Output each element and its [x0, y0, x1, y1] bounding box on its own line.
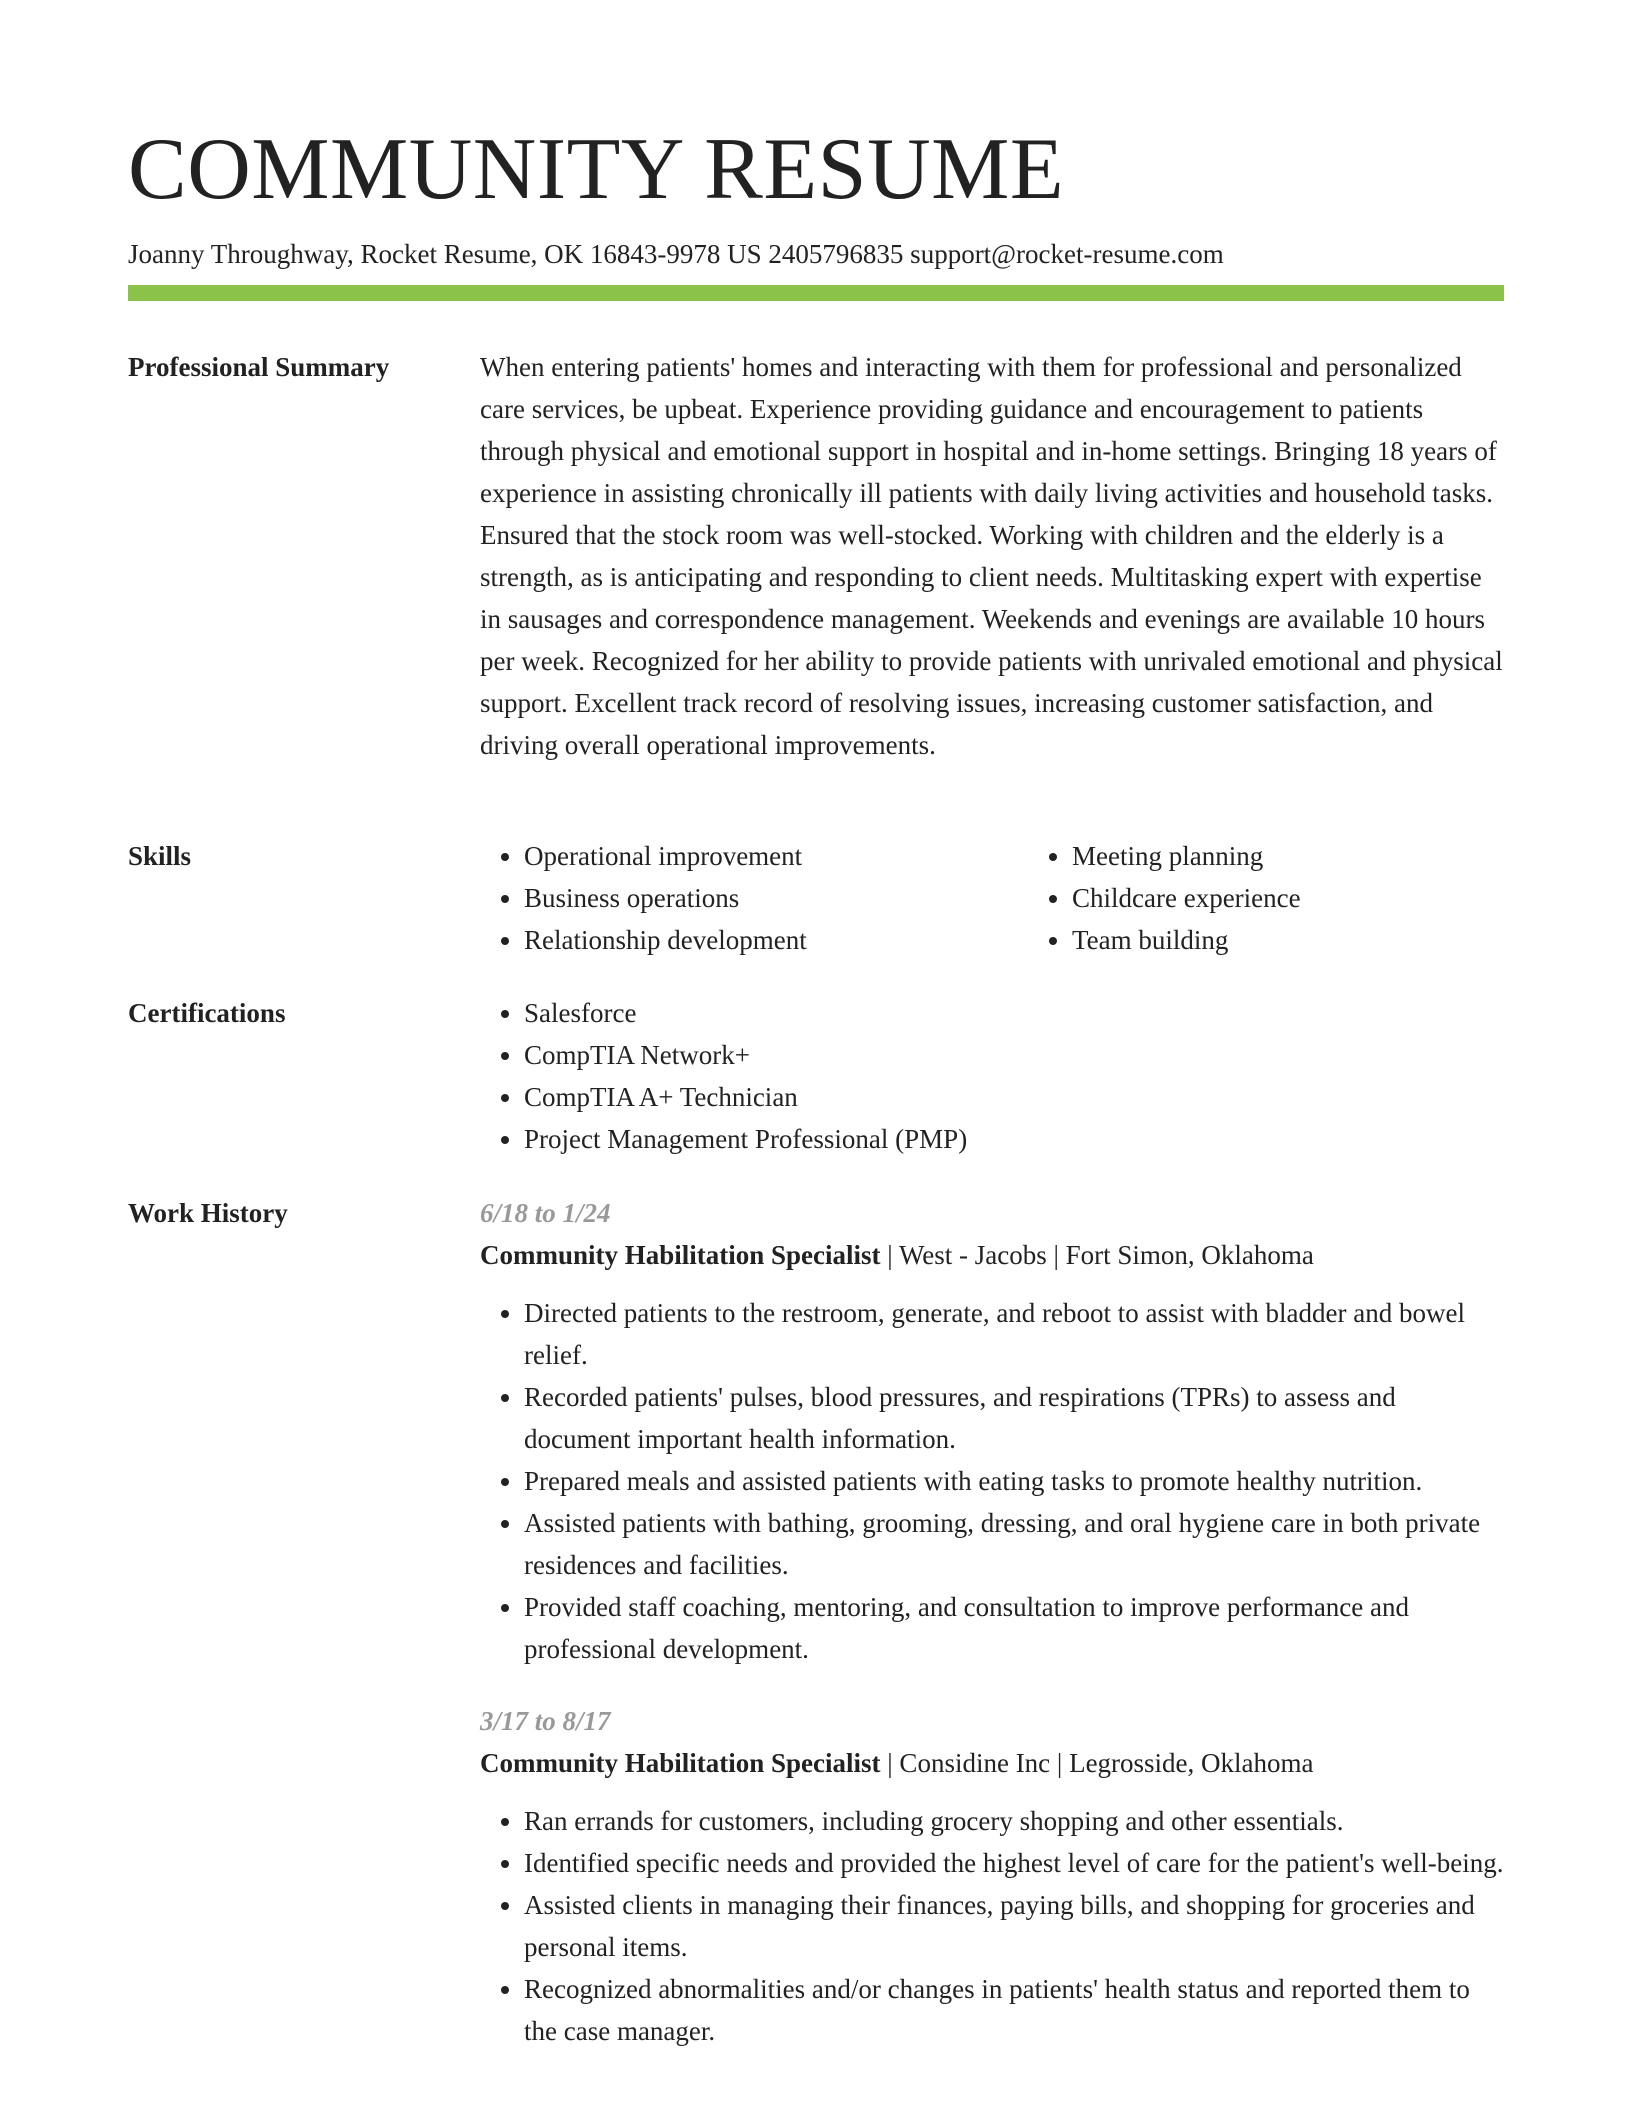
- certifications-section: [128, 992, 1504, 1160]
- job-details: | West - Jacobs | Fort Simon, Oklahoma: [880, 1240, 1314, 1270]
- job-bullet: • Ran errands for customers, including grocery shopping and other essentials.: [524, 1800, 1504, 1842]
- job-dates: 3/17 to 8/17: [480, 1706, 611, 1736]
- certification-item: • Project Management Professional (PMP): [524, 1118, 1504, 1160]
- job-bullet: • Prepared meals and assisted patients with eating tasks to promote healthy nutrition.: [524, 1460, 1504, 1502]
- resume-name: COMMUNITY RESUME: [128, 121, 1065, 218]
- skills-section: [128, 835, 1504, 961]
- job-bullet: • Recognized abnormalities and/or changes in patients' health status and reported them to the case manager.: [524, 1968, 1504, 2052]
- job-title-line: [480, 1234, 1504, 1276]
- job-bullet: • Assisted clients in managing their finances, paying bills, and shopping for groceries and personal items.: [524, 1884, 1504, 1968]
- skill-item: • Business operations: [524, 877, 1028, 919]
- job-title: Community Habilitation Specialist: [480, 1748, 881, 1778]
- summary-section: [128, 346, 1504, 766]
- section-label-skills: Skills: [128, 841, 192, 871]
- summary-body: [480, 346, 1504, 766]
- job-bullet: • Directed patients to the restroom, generate, and reboot to assist with bladder and bowel relief.: [524, 1292, 1504, 1376]
- job-title: Community Habilitation Specialist: [480, 1240, 881, 1270]
- header-divider: [128, 285, 1504, 301]
- job-bullet: • Assisted patients with bathing, grooming, dressing, and oral hygiene care in both private residences and facilities.: [524, 1502, 1504, 1586]
- certification-item: • CompTIA A+ Technician: [524, 1076, 1504, 1118]
- skill-item: • Relationship development: [524, 919, 1028, 961]
- contact-line: Joanny Throughway, Rocket Resume, OK 16843-9978 US 2405796835 support@rocket-resume.com: [128, 239, 1224, 269]
- work-history-body: [480, 1192, 1504, 2052]
- certification-item: • CompTIA Network+: [524, 1034, 1504, 1076]
- job-dates: 6/18 to 1/24: [480, 1198, 611, 1228]
- skills-column-left: [480, 835, 1028, 961]
- job-details: | Considine Inc | Legrosside, Oklahoma: [880, 1748, 1314, 1778]
- work-history-section: [128, 1192, 1504, 2052]
- certifications-list: [480, 992, 1504, 1160]
- job-entry: [480, 1192, 1504, 1670]
- job-bullets: [480, 1800, 1504, 2052]
- certifications-body: [480, 992, 1504, 1160]
- job-entry: [480, 1700, 1504, 2052]
- skills-body: [480, 835, 1576, 961]
- job-title-line: [480, 1742, 1504, 1784]
- skill-item: • Meeting planning: [1072, 835, 1576, 877]
- job-bullet: • Recorded patients' pulses, blood pressures, and respirations (TPRs) to assess and document important health information.: [524, 1376, 1504, 1460]
- skill-item: • Team building: [1072, 919, 1576, 961]
- job-bullet: • Identified specific needs and provided the highest level of care for the patient's well-being.: [524, 1842, 1504, 1884]
- job-bullets: [480, 1292, 1504, 1670]
- skill-item: • Childcare experience: [1072, 877, 1576, 919]
- job-bullet: • Provided staff coaching, mentoring, and consultation to improve performance and professional development.: [524, 1586, 1504, 1670]
- summary-text: When entering patients' homes and interacting with them for professional and personalized care services, be upbeat. Experience providing guidance and encouragement to patients through physical and emotional support in hospital and in-home settings. Bringing 18 years of experience in assisting chronically ill patients with daily living activities and household tasks. Ensured that the stock room was well-stocked. Working with children and the elderly is a strength, as is anticipating and responding to client needs. Multitasking expert with expertise in sausages and correspondence management. Weekends and evenings are available 10 hours per week. Recognized for her ability to provide patients with unrivaled emotional and physical support. Excellent track record of resolving issues, increasing customer satisfaction, and driving overall operational improvements.: [480, 352, 1503, 760]
- skill-item: • Operational improvement: [524, 835, 1028, 877]
- skills-column-right: [1028, 835, 1576, 961]
- section-label-work-history: Work History: [128, 1198, 288, 1228]
- certification-item: • Salesforce: [524, 992, 1504, 1034]
- section-label-certifications: Certifications: [128, 998, 286, 1028]
- resume-header: [128, 118, 1504, 272]
- section-label-summary: Professional Summary: [128, 352, 390, 382]
